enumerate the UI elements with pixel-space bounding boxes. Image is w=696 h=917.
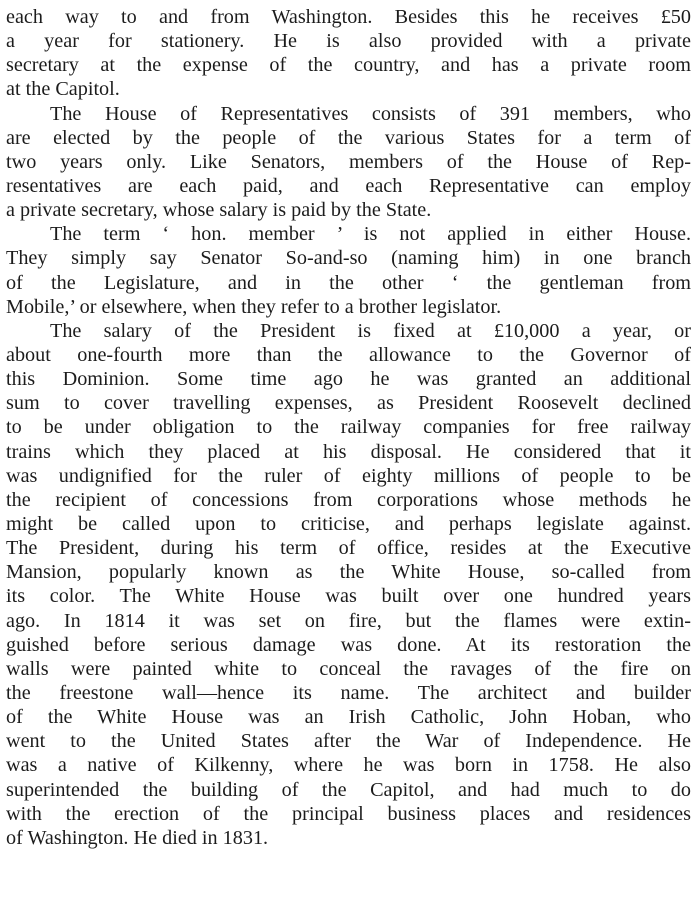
text-line: a year for stationery. He is also provided with a private [6, 30, 691, 53]
paragraph-president-salary [6, 319, 691, 850]
text-line: Mansion, popularly known as the White House, so-called from [6, 561, 691, 584]
text-line: They simply say Senator So-and-so (naming him) in one branch [6, 247, 691, 270]
text-line: The salary of the President is fixed at £10,000 a year, or [50, 319, 691, 342]
paragraph-hon-member [6, 222, 691, 319]
text-line: guished before serious damage was done. At its restoration the [6, 633, 691, 656]
text-line: each way to and from Washington. Besides this he receives £50 [6, 6, 691, 28]
text-line: its color. The White House was built over one hundred years [6, 585, 691, 608]
text-line: of Washington. He died in 1831. [6, 826, 269, 849]
text-line: was undignified for the ruler of eighty millions of people to be [6, 464, 691, 487]
text-line: at the Capitol. [6, 78, 120, 101]
text-line: resentatives are each paid, and each Representative can employ [6, 174, 691, 197]
text-line: are elected by the people of the various States for a term of [6, 126, 691, 149]
text-line: with the erection of the principal business places and residences [6, 802, 691, 825]
text-line: two years only. Like Senators, members of the House of Rep- [6, 150, 691, 173]
text-line: secretary at the expense of the country, and has a private room [6, 54, 691, 77]
text-line: ago. In 1814 it was set on fire, but the flames were extin- [6, 609, 691, 632]
text-line: about one-fourth more than the allowance to the Governor of [6, 343, 691, 366]
text-line: this Dominion. Some time ago he was granted an additional [6, 368, 691, 391]
text-line: might be called upon to criticise, and perhaps legislate against. [6, 512, 691, 535]
text-line: of the White House was an Irish Catholic, John Hoban, who [6, 706, 691, 729]
text-line: a private secretary, whose salary is paid by the State. [6, 199, 432, 222]
text-line: superintended the building of the Capitol, and had much to do [6, 778, 691, 801]
text-line: went to the United States after the War of Independence. He [6, 730, 691, 753]
text-line: sum to cover travelling expenses, as President Roosevelt declined [6, 392, 691, 415]
text-line: to be under obligation to the railway companies for free railway [6, 416, 691, 439]
text-line: was a native of Kilkenny, where he was born in 1758. He also [6, 754, 691, 777]
text-line: trains which they placed at his disposal. He considered that it [6, 440, 691, 463]
text-line: The President, during his term of office, resides at the Executive [6, 537, 691, 560]
paragraph-stationery [6, 5, 691, 102]
text-line: Mobile,’ or elsewhere, when they refer to a brother legislator. [6, 295, 502, 318]
text-line: The House of Representatives consists of 391 members, who [50, 102, 691, 125]
paragraph-house-of-representatives [6, 102, 691, 223]
text-line: walls were painted white to conceal the ravages of the fire on [6, 657, 691, 680]
text-line: of the Legislature, and in the other ‘ the gentleman from [6, 271, 691, 294]
text-line: the recipient of concessions from corporations whose methods he [6, 488, 691, 511]
text-line: The term ‘ hon. member ’ is not applied in either House. [50, 223, 691, 246]
text-line: the freestone wall—hence its name. The architect and builder [6, 681, 691, 704]
